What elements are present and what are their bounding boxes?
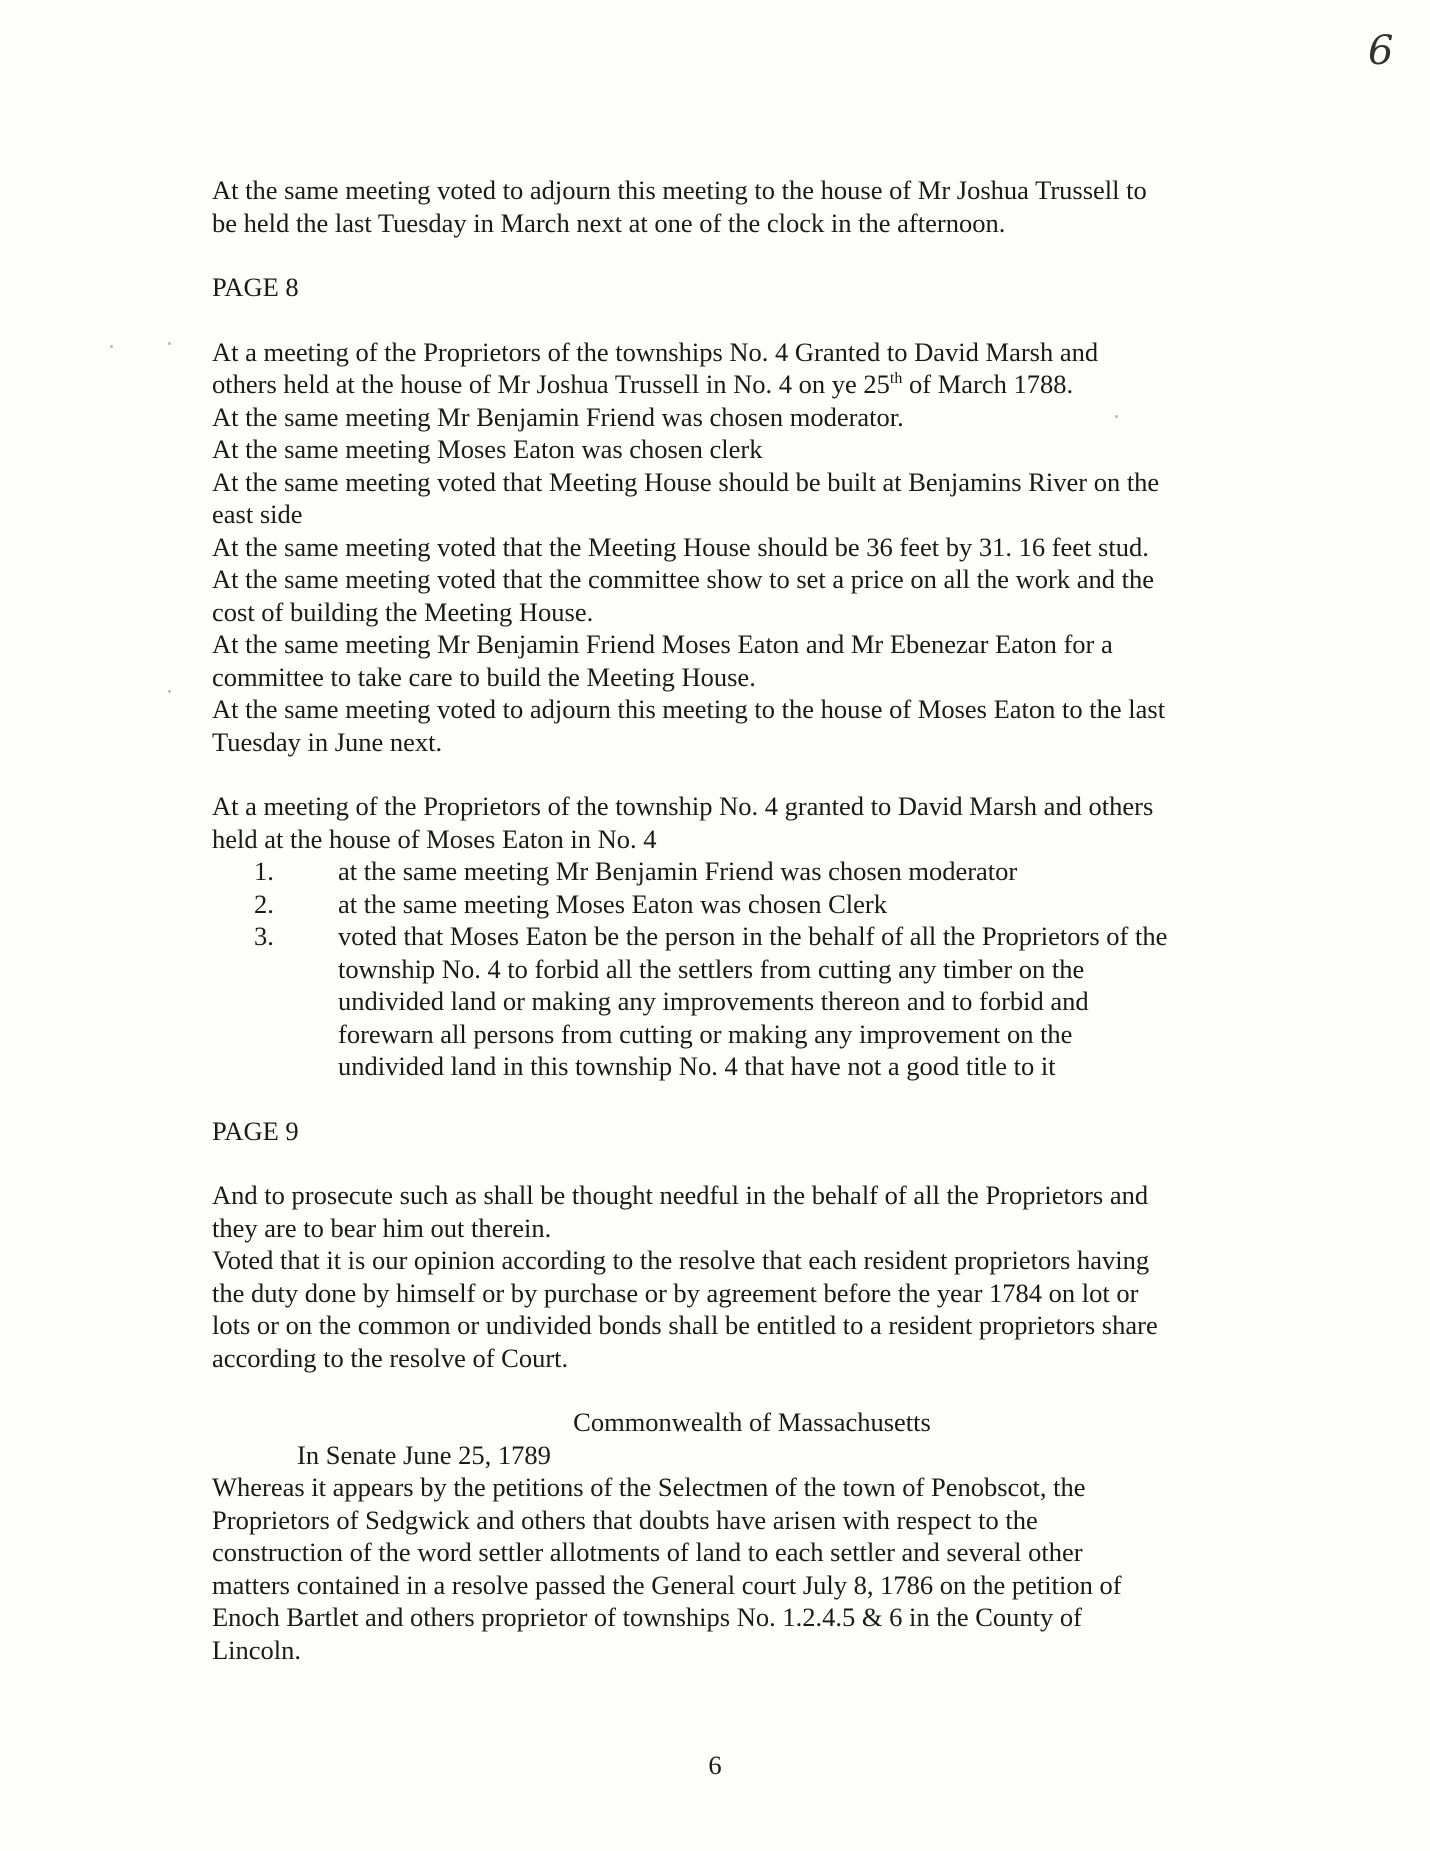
text-line: At the same meeting voted that the Meeting House should be 36 feet by 31. 16 feet stud. xyxy=(212,531,1149,562)
text-line: At a meeting of the Proprietors of the township No. 4 granted to David Marsh and others xyxy=(212,791,1154,821)
text-line: according to the resolve of Court. xyxy=(212,1342,569,1373)
text-line: At a meeting of the Proprietors of the townships No. 4 Granted to David Marsh and xyxy=(212,336,1099,367)
text-line: lots or on the common or undivided bonds shall be entitled to a resident proprietors share xyxy=(212,1310,1158,1340)
text-line: At the same meeting Mr Benjamin Friend was chosen moderator. xyxy=(212,401,904,432)
text-line: matters contained in a resolve passed the General court July 8, 1786 on the petition of xyxy=(212,1569,1122,1600)
page-9-heading: PAGE 9 xyxy=(212,1115,299,1146)
handwritten-page-number: 6 xyxy=(1368,28,1394,74)
text-line: cost of building the Meeting House. xyxy=(212,596,594,627)
text-line: Whereas it appears by the petitions of the Selectmen of the town of Penobscot, the xyxy=(212,1472,1086,1502)
scan-speck xyxy=(168,342,171,345)
text-line: they are to bear him out therein. xyxy=(212,1212,552,1243)
text-line: construction of the word settler allotments of land to each settler and several other xyxy=(212,1537,1083,1567)
footer-page-number: 6 xyxy=(708,1750,722,1780)
prosecute-paragraph xyxy=(212,1179,1232,1374)
text-line: And to prosecute such as shall be thought needful in the behalf of all the Proprietors and xyxy=(212,1180,1149,1210)
text-line: held at the house of Moses Eaton in No. 4 xyxy=(212,823,657,854)
text-line: committee to take care to build the Meeting House. xyxy=(212,661,756,692)
text-line: At the same meeting Mr Benjamin Friend Moses Eaton and Mr Ebenezar Eaton for a xyxy=(212,629,1113,659)
numbered-votes-list xyxy=(212,855,1232,1083)
resolve-heading: Commonwealth of Massachusetts xyxy=(573,1407,931,1437)
text-line: Tuesday in June next. xyxy=(212,726,443,757)
text-line: Proprietors of Sedgwick and others that doubts have arisen with respect to the xyxy=(212,1504,1038,1535)
list-item: 3. voted that Moses Eaton be the person in the behalf of all the Proprietors of the township No. 4 to forbid all the settlers from cutting any timber on the undivided land or making any improvements thereon and to forbid and forewarn all persons from cutting or making any improvement on the undivided land in this township No. 4 that have not a good title to it xyxy=(254,921,1168,1081)
text-line: At the same meeting voted that Meeting House should be built at Benjamins River on the xyxy=(212,466,1160,497)
text-line: Lincoln. xyxy=(212,1634,302,1665)
adjourn-paragraph xyxy=(212,174,1232,239)
meeting-moses-eaton-house xyxy=(212,790,1232,1083)
text-line: east side xyxy=(212,499,303,529)
text-line: At the same meeting Moses Eaton was chosen clerk xyxy=(212,434,763,464)
text-line: Voted that it is our opinion according to the resolve that each resident proprietors having xyxy=(212,1245,1150,1275)
scan-speck xyxy=(110,345,113,348)
text-line: At the same meeting voted that the committee show to set a price on all the work and the xyxy=(212,564,1154,594)
text-line: be held the last Tuesday in March next at one of the clock in the afternoon. xyxy=(212,207,1006,238)
page-8-heading: PAGE 8 xyxy=(212,272,299,302)
senate-resolve xyxy=(212,1406,1232,1666)
text-line: At the same meeting voted to adjourn this meeting to the house of Mr Joshua Trussell to xyxy=(212,175,1147,205)
meeting-march-1788 xyxy=(212,336,1232,759)
resolve-date: In Senate June 25, 1789 xyxy=(297,1439,551,1470)
text-line: others held at the house of Mr Joshua Trussell in No. 4 on ye 25th of March 1788. xyxy=(212,369,1074,399)
text-line: the duty done by himself or by purchase or by agreement before the year 1784 on lot or xyxy=(212,1277,1139,1308)
document-body xyxy=(212,174,1232,1666)
scan-speck xyxy=(168,690,171,693)
text-line: At the same meeting voted to adjourn this meeting to the house of Moses Eaton to the last xyxy=(212,694,1166,724)
list-item: 1. at the same meeting Mr Benjamin Friend was chosen moderator xyxy=(254,856,1018,886)
list-item: 2. at the same meeting Moses Eaton was chosen Clerk xyxy=(254,888,887,919)
text-line: Enoch Bartlet and others proprietor of townships No. 1.2.4.5 & 6 in the County of xyxy=(212,1602,1082,1632)
